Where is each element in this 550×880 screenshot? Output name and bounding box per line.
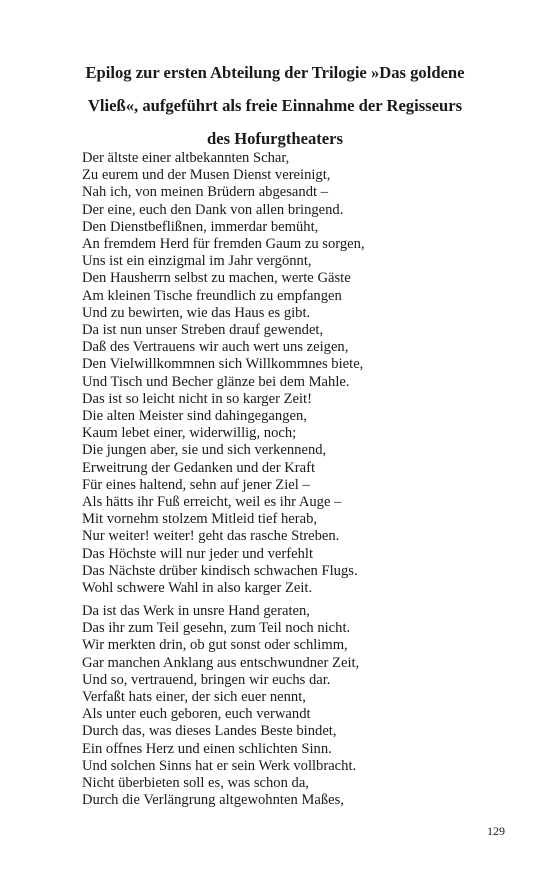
verse-line: Daß des Vertrauens wir auch wert uns zeigen, <box>82 339 349 356</box>
verse-line: Die jungen aber, sie und sich verkennend, <box>82 442 327 459</box>
poem-title <box>60 56 490 155</box>
verse-line: Nicht überbieten soll es, was schon da, <box>82 775 309 792</box>
verse-line: Ein offnes Herz und einen schlichten Sinn. <box>82 740 332 757</box>
verse-line: Mit vornehm stolzem Mitleid tief herab, <box>82 511 318 528</box>
verse-line: Und solchen Sinns hat er sein Werk vollbracht. <box>82 757 357 774</box>
stanza-1 <box>82 150 365 597</box>
verse-line: Das ist so leicht nicht in so karger Zeit! <box>82 390 312 407</box>
verse-line: Durch das, was dieses Landes Beste bindet, <box>82 723 337 740</box>
verse-line: Verfaßt hats einer, der sich euer nennt, <box>82 689 306 706</box>
verse-line: Das Nächste drüber kindisch schwachen Flugs. <box>82 562 358 579</box>
verse-line: Die alten Meister sind dahingegangen, <box>82 408 307 425</box>
verse-line: Durch die Verlängrung altgewohnten Maßes, <box>82 792 344 809</box>
verse-line: Der ältste einer altbekannten Schar, <box>82 150 290 166</box>
title-line: Vließ«, aufgeführt als freie Einnahme der Regisseurs <box>87 96 463 115</box>
verse-line: An fremdem Herd für fremden Gaum zu sorgen, <box>82 236 365 253</box>
verse-line: Den Hausherrn selbst zu machen, werte Gäste <box>82 270 351 287</box>
title-line: des Hofurgtheaters <box>207 129 343 148</box>
title-line: Epilog zur ersten Abteilung der Trilogie »Das goldene <box>85 63 465 82</box>
verse-line: Gar manchen Anklang aus entschwundner Zeit, <box>82 654 360 671</box>
verse-line: Wir merkten drin, ob gut sonst oder schlimm, <box>82 637 348 654</box>
verse-line: Am kleinen Tische freundlich zu empfangen <box>82 287 342 304</box>
verse-line: Und Tisch und Becher glänze bei dem Mahle. <box>82 373 350 390</box>
verse-line: Uns ist ein einzigmal im Jahr vergönnt, <box>82 253 312 270</box>
verse-line: Den Dienstbeflißnen, immerdar bemüht, <box>82 218 319 235</box>
verse-line: Nur weiter! weiter! geht das rasche Streben. <box>82 528 340 545</box>
verse-line: Wohl schwere Wahl in also karger Zeit. <box>82 580 313 597</box>
page-number: 129 <box>487 824 505 838</box>
verse-line: Zu eurem und der Musen Dienst vereinigt, <box>82 167 331 184</box>
verse-line: Erweitrung der Gedanken und der Kraft <box>82 459 316 476</box>
verse-line: Und zu bewirten, wie das Haus es gibt. <box>82 304 311 321</box>
verse-line: Und so, vertrauend, bringen wir euchs dar. <box>82 671 331 688</box>
verse-line: Da ist nun unser Streben drauf gewendet, <box>82 322 324 339</box>
verse-line: Nah ich, von meinen Brüdern abgesandt – <box>82 184 328 201</box>
verse-line: Das Höchste will nur jeder und verfehlt <box>82 545 313 562</box>
verse-line: Der eine, euch den Dank von allen bringend. <box>82 201 344 218</box>
verse-line: Da ist das Werk in unsre Hand geraten, <box>82 603 310 619</box>
verse-line: Als hätts ihr Fuß erreicht, weil es ihr Auge – <box>82 494 342 511</box>
verse-line: Den Vielwillkommnen sich Willkommnes biete, <box>82 356 364 373</box>
stanza-2 <box>82 603 359 809</box>
verse-line: Das ihr zum Teil gesehn, zum Teil noch nicht. <box>82 620 351 637</box>
verse-line: Als unter euch geboren, euch verwandt <box>82 706 311 723</box>
verse-line: Für eines haltend, sehn auf jener Ziel – <box>82 476 310 493</box>
verse-line: Kaum lebet einer, widerwillig, noch; <box>82 425 297 442</box>
